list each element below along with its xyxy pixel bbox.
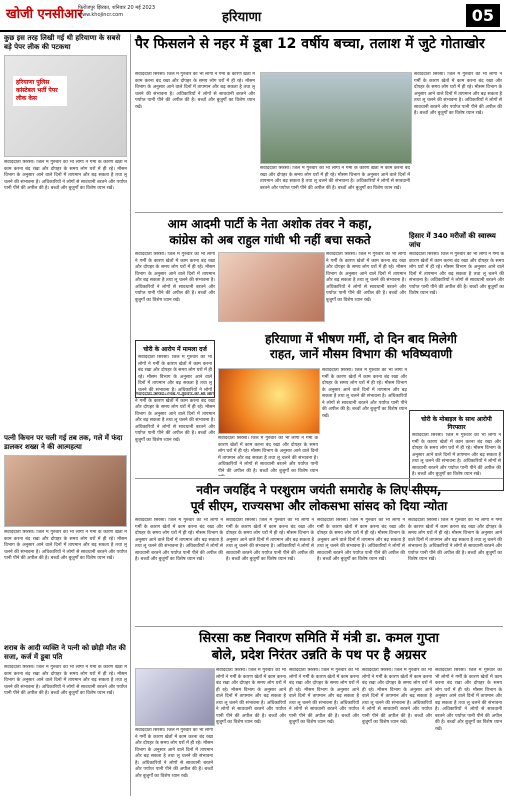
- ashok-tanwar-photo: [218, 252, 325, 322]
- section-title: हरियाणा: [222, 10, 262, 25]
- left-top-headline: कुछ इस तरह लिखी गई थी हरियाणा के सबसे बड़े पेपर लीक की पटकथा: [4, 34, 121, 51]
- divider-2: [135, 478, 503, 479]
- website: www.khojincr.com: [78, 12, 124, 18]
- left-bottom-headline: शराब के आदी व्यक्ति ने पत्नी को छोड़ी मौत की सजा, कर्ज में डूबा पति: [4, 644, 126, 661]
- aap-text-1: संवाददाता सिरसा। जिले में गुरुवार को भी लोगों ने गर्मी के कारण खेतों में काम करना बंद रखा और दोपहर के समय लोग घरों में ही रहे। मौसम विभाग के अनुसार आने वाले दिनों में तापमान और बढ़ सकता है तथा लू चलने की संभावना है। अधिकारियों ने लोगों से सावधानी बरतने और पर्याप्त पानी पीने की अपील की है। बच्चों और बुजुर्गों का विशेष ध्यान रखें।: [135, 252, 215, 303]
- health-headline: हिसार में 340 मरीजों की स्वास्थ्य जांच: [409, 232, 496, 249]
- date-line: फिरोजपुर झिरका, शनिवार 20 मई 2023: [78, 5, 155, 11]
- top-story-text-1: संवाददाता सिरसा। जिले में गुरुवार को भी लोगों ने गर्मी के कारण खेतों में काम करना बंद रखा और दोपहर के समय लोग घरों में ही रहे। मौसम विभाग के अनुसार आने वाले दिनों में तापमान और बढ़ सकता है तथा लू चलने की संभावना है। अधिकारियों ने लोगों से सावधानी बरतने और पर्याप्त पानी पीने की अपील की है। बच्चों और बुजुर्गों का विशेष ध्यान रखें।: [135, 72, 255, 110]
- theft-box-text: संवाददाता सिरसा। जिले में गुरुवार को भी लोगों ने गर्मी के कारण खेतों में काम करना बंद रखा और दोपहर के समय लोग घरों में ही रहे। मौसम विभाग के अनुसार आने वाले दिनों में तापमान और बढ़ सकता है तथा लू चलने की संभावना है। अधिकारियों ने लोगों: [138, 355, 212, 393]
- parshuram-headline-line1: नवीन जयहिंद ने परशुराम जयंती समारोह के लिए सीएम,: [196, 483, 442, 497]
- mobile-theft-headline: चोरी के मोबाइल के साथ आरोपी गिरफ्तार: [421, 416, 492, 431]
- theft-box: [135, 340, 215, 398]
- masthead: [0, 0, 506, 32]
- masthead-meta: [78, 5, 155, 19]
- theft-box-headline: चोरी के आरोप में मामला दर्ज: [143, 346, 207, 353]
- weather-headline-line1: हरियाणा में भीषण गर्मी, दो दिन बाद मिलेगी: [265, 332, 457, 346]
- left-article-1: संवाददाता सिरसा। जिले में गुरुवार को भी लोगों ने गर्मी के कारण खेतों में काम करना बंद रखा और दोपहर के समय लोग घरों में ही रहे। मौसम विभाग के अनुसार आने वाले दिनों में तापमान और बढ़ सकता है तथा लू चलने की संभावना है। अधिकारियों ने लोगों से सावधानी बरतने और पर्याप्त पानी पीने की अपील की है। बच्चों और बुजुर्गों का विशेष ध्यान रखें।: [4, 160, 127, 191]
- sirsa-text-1: संवाददाता सिरसा। जिले में गुरुवार को भी लोगों ने गर्मी के कारण खेतों में काम करना बंद रखा और दोपहर के समय लोग घरों में ही रहे। मौसम विभाग के अनुसार आने वाले दिनों में तापमान और बढ़ सकता है तथा लू चलने की संभावना है। अधिकारियों ने लोगों से सावधानी बरतने और पर्याप्त पानी पीने की अपील की है। बच्चों और बुजुर्गों का विशेष ध्यान रखें।: [135, 728, 213, 779]
- parshuram-headline: [135, 482, 503, 514]
- canal-photo: [260, 72, 412, 164]
- left-column: [4, 34, 131, 796]
- sirsa-meeting-photo: [135, 668, 215, 726]
- parshuram-headline-line2: पूर्व सीएम, राज्यसभा और लोकसभा सांसद को दिया न्योता: [190, 499, 448, 513]
- top-story-headline: पैर फिसलने से नहर में डूबा 12 वर्षीय बच्चा, तलाश में जुटे गोताखोर: [135, 36, 485, 52]
- right-column: [409, 230, 504, 412]
- top-story-text-2: संवाददाता सिरसा। जिले में गुरुवार को भी लोगों ने गर्मी के कारण खेतों में काम करना बंद रखा और दोपहर के समय लोग घरों में ही रहे। मौसम विभाग के अनुसार आने वाले दिनों में तापमान और बढ़ सकता है तथा लू चलने की संभावना है। अधिकारियों ने लोगों से सावधानी बरतने और पर्याप्त पानी पीने की अपील की है। बच्चों और बुजुर्गों का विशेष ध्यान रखें।: [414, 72, 502, 116]
- aap-headline-line2: कांग्रेस को अब राहुल गांधी भी नहीं बचा सकते: [169, 233, 371, 247]
- parshuram-text-3: संवाददाता सिरसा। जिले में गुरुवार को भी लोगों ने गर्मी के कारण खेतों में काम करना बंद रखा और दोपहर के समय लोग घरों में ही रहे। मौसम विभाग के अनुसार आने वाले दिनों में तापमान और बढ़ सकता है तथा लू चलने की संभावना है। अधिकारियों ने लोगों से सावधानी बरतने और पर्याप्त पानी पीने की अपील की है। बच्चों और बुजुर्गों का विशेष ध्यान रखें।: [317, 518, 405, 562]
- brand-logo: [6, 4, 83, 22]
- parshuram-text-4: संवाददाता सिरसा। जिले में गुरुवार को भी लोगों ने गर्मी के कारण खेतों में काम करना बंद रखा और दोपहर के समय लोग घरों में ही रहे। मौसम विभाग के अनुसार आने वाले दिनों में तापमान और बढ़ सकता है तथा लू चलने की संभावना है। अधिकारियों ने लोगों से सावधानी बरतने और पर्याप्त पानी पीने की अपील की है। बच्चों और बुजुर्गों का विशेष ध्यान रखें।: [408, 518, 502, 562]
- weather-text-3: संवाददाता सिरसा। जिले में गुरुवार को भी लोगों ने गर्मी के कारण खेतों में काम करना बंद रखा और दोपहर के समय लोग घरों में ही रहे। मौसम विभाग के अनुसार आने वाले दिनों में तापमान और बढ़ सकता है तथा लू चलने की संभावना है। अधिकारियों ने लोगों से सावधानी बरतने और पर्याप्त पानी पीने की अपील की है। बच्चों और बुजुर्गों का विशेष ध्यान: [218, 436, 318, 474]
- divider: [135, 212, 503, 213]
- health-text: संवाददाता सिरसा। जिले में गुरुवार को भी लोगों ने गर्मी के कारण खेतों में काम करना बंद रखा और दोपहर के समय लोग घरों में ही रहे। मौसम विभाग के अनुसार आने वाले दिनों में तापमान और बढ़ सकता है तथा लू चलने की संभावना है। अधिकारियों ने लोगों से सावधानी बरतने और पर्याप्त पानी पीने की अपील की है। बच्चों और बुजुर्गों का विशेष ध्यान रखें।: [409, 252, 504, 296]
- paper-leak-photo: [4, 55, 127, 157]
- aap-headline-line1: आम आदमी पार्टी के नेता अशोक तंवर ने कहा,: [167, 217, 373, 231]
- left-article-2: संवाददाता सिरसा। जिले में गुरुवार को भी लोगों ने गर्मी के कारण खेतों में काम करना बंद रखा और दोपहर के समय लोग घरों में ही रहे। मौसम विभाग के अनुसार आने वाले दिनों में तापमान और बढ़ सकता है तथा लू चलने की संभावना है। अधिकारियों ने लोगों से सावधानी बरतने और पर्याप्त पानी पीने की अपील की है। बच्चों और बुजुर्गों का विशेष ध्यान रखें।: [4, 530, 127, 561]
- divider-3: [135, 626, 503, 627]
- parshuram-text-1: संवाददाता सिरसा। जिले में गुरुवार को भी लोगों ने गर्मी के कारण खेतों में काम करना बंद रखा और दोपहर के समय लोग घरों में ही रहे। मौसम विभाग के अनुसार आने वाले दिनों में तापमान और बढ़ सकता है तथा लू चलने की संभावना है। अधिकारियों ने लोगों से सावधानी बरतने और पर्याप्त पानी पीने की अपील की है। बच्चों और बुजुर्गों का विशेष ध्यान रखें।: [135, 518, 223, 562]
- sirsa-headline-line1: सिरसा कष्ट निवारण समिति में मंत्री डा. कमल गुप्ता: [198, 631, 440, 646]
- sirsa-text-4: संवाददाता सिरसा। जिले में गुरुवार को भी लोगों ने गर्मी के कारण खेतों में काम करना बंद रखा और दोपहर के समय लोग घरों में ही रहे। मौसम विभाग के अनुसार आने वाले दिनों में तापमान और बढ़ सकता है तथा लू चलने की संभावना है। अधिकारियों ने लोगों से सावधानी बरतने और पर्याप्त पानी पीने की अपील की है। बच्चों और बुजुर्गों का विशेष ध्यान रखें।: [362, 668, 432, 725]
- sirsa-headline: [135, 630, 503, 664]
- parshuram-text-2: संवाददाता सिरसा। जिले में गुरुवार को भी लोगों ने गर्मी के कारण खेतों में काम करना बंद रखा और दोपहर के समय लोग घरों में ही रहे। मौसम विभाग के अनुसार आने वाले दिनों में तापमान और बढ़ सकता है तथा लू चलने की संभावना है। अधिकारियों ने लोगों से सावधानी बरतने और पर्याप्त पानी पीने की अपील की है। बच्चों और बुजुर्गों का विशेष ध्यान रखें।: [226, 518, 314, 562]
- top-story-text-3: संवाददाता सिरसा। जिले में गुरुवार को भी लोगों ने गर्मी के कारण खेतों में काम करना बंद रखा और दोपहर के समय लोग घरों में ही रहे। मौसम विभाग के अनुसार आने वाले दिनों में तापमान और बढ़ सकता है तथा लू चलने की संभावना है। अधिकारियों ने लोगों से सावधानी बरतने और पर्याप्त पानी पीने की अपील की है। बच्चों और बुजुर्गों का विशेष ध्यान रखें।: [260, 166, 410, 191]
- poster-text: हरियाणा पुलिस कांस्टेबल भर्ती पेपर लीक केस: [13, 76, 67, 106]
- left-article-3: संवाददाता सिरसा। जिले में गुरुवार को भी लोगों ने गर्मी के कारण खेतों में काम करना बंद रखा और दोपहर के समय लोग घरों में ही रहे। मौसम विभाग के अनुसार आने वाले दिनों में तापमान और बढ़ सकता है तथा लू चलने की संभावना है। अधिकारियों ने लोगों से सावधानी बरतने और पर्याप्त पानी पीने की अपील की है। बच्चों और बुजुर्गों का विशेष ध्यान रखें।: [4, 665, 127, 696]
- suicide-news-photo: [4, 455, 127, 527]
- sirsa-text-3: संवाददाता सिरसा। जिले में गुरुवार को भी लोगों ने गर्मी के कारण खेतों में काम करना बंद रखा और दोपहर के समय लोग घरों में ही रहे। मौसम विभाग के अनुसार आने वाले दिनों में तापमान और बढ़ सकता है तथा लू चलने की संभावना है। अधिकारियों ने लोगों से सावधानी बरतने और पर्याप्त पानी पीने की अपील की है। बच्चों और बुजुर्गों का विशेष ध्यान रखें।: [289, 668, 359, 725]
- weather-text-1: संवाददाता सिरसा। जिले में गुरुवार को भी लोगों ने गर्मी के कारण खेतों में काम करना बंद रखा और दोपहर के समय लोग घरों में ही रहे। मौसम विभाग के अनुसार आने वाले दिनों में तापमान और बढ़ सकता है तथा लू चलने की संभावना है। अधिकारियों ने लोगों से सावधानी बरतने और पर्याप्त पानी पीने की अपील की है। बच्चों और बुजुर्गों का विशेष ध्यान रखें।: [135, 392, 215, 443]
- heat-sun-photo: [218, 368, 320, 434]
- weather-headline-line2: राहत, जानें मौसम विभाग की भविष्यवाणी: [269, 347, 453, 361]
- weather-headline: [218, 332, 504, 362]
- page-number: 05: [466, 4, 500, 27]
- mobile-theft-text: संवाददाता सिरसा। जिले में गुरुवार को भी लोगों ने गर्मी के कारण खेतों में काम करना बंद रखा और दोपहर के समय लोग घरों में ही रहे। मौसम विभाग के अनुसार आने वाले दिनों में तापमान और बढ़ सकता है तथा लू चलने की संभावना है। अधिकारियों ने लोगों से सावधानी बरतने और पर्याप्त पानी पीने की अपील की है। बच्चों और बुजुर्गों का विशेष ध्यान रखें।: [412, 433, 501, 477]
- sirsa-text-2: संवाददाता सिरसा। जिले में गुरुवार को भी लोगों ने गर्मी के कारण खेतों में काम करना बंद रखा और दोपहर के समय लोग घरों में ही रहे। मौसम विभाग के अनुसार आने वाले दिनों में तापमान और बढ़ सकता है तथा लू चलने की संभावना है। अधिकारियों ने लोगों से सावधानी बरतने और पर्याप्त पानी पीने की अपील की है। बच्चों और बुजुर्गों का विशेष ध्यान रखें।: [216, 668, 286, 725]
- aap-headline: [135, 216, 405, 248]
- sirsa-text-5: संवाददाता सिरसा। जिले में गुरुवार को भी लोगों ने गर्मी के कारण खेतों में काम करना बंद रखा और दोपहर के समय लोग घरों में ही रहे। मौसम विभाग के अनुसार आने वाले दिनों में तापमान और बढ़ सकता है तथा लू चलने की संभावना है। अधिकारियों ने लोगों से सावधानी बरतने और पर्याप्त पानी पीने की अपील की है। बच्चों और बुजुर्गों का विशेष ध्यान रखें।: [435, 668, 502, 732]
- weather-text-2: संवाददाता सिरसा। जिले में गुरुवार को भी लोगों ने गर्मी के कारण खेतों में काम करना बंद रखा और दोपहर के समय लोग घरों में ही रहे। मौसम विभाग के अनुसार आने वाले दिनों में तापमान और बढ़ सकता है तथा लू चलने की संभावना है। अधिकारियों ने लोगों से सावधानी बरतने और पर्याप्त पानी पीने की अपील की है। बच्चों और बुजुर्गों का विशेष ध्यान रखें।: [322, 368, 407, 419]
- brand-name: खोजी एनसीआर: [6, 7, 83, 22]
- aap-text-2: संवाददाता सिरसा। जिले में गुरुवार को भी लोगों ने गर्मी के कारण खेतों में काम करना बंद रखा और दोपहर के समय लोग घरों में ही रहे। मौसम विभाग के अनुसार आने वाले दिनों में तापमान और बढ़ सकता है तथा लू चलने की संभावना है। अधिकारियों ने लोगों से सावधानी बरतने और पर्याप्त पानी पीने की अपील की है। बच्चों और बुजुर्गों का विशेष ध्यान रखें।: [326, 252, 406, 303]
- sirsa-headline-line2: बोले, प्रदेश निरंतर उन्नति के पथ पर है अग्रसर: [211, 648, 427, 663]
- left-mid-headline: पत्नी किचन पर चली गई तब तक, गले में फंदा डालकर शख्स ने की आत्महत्या: [4, 434, 123, 451]
